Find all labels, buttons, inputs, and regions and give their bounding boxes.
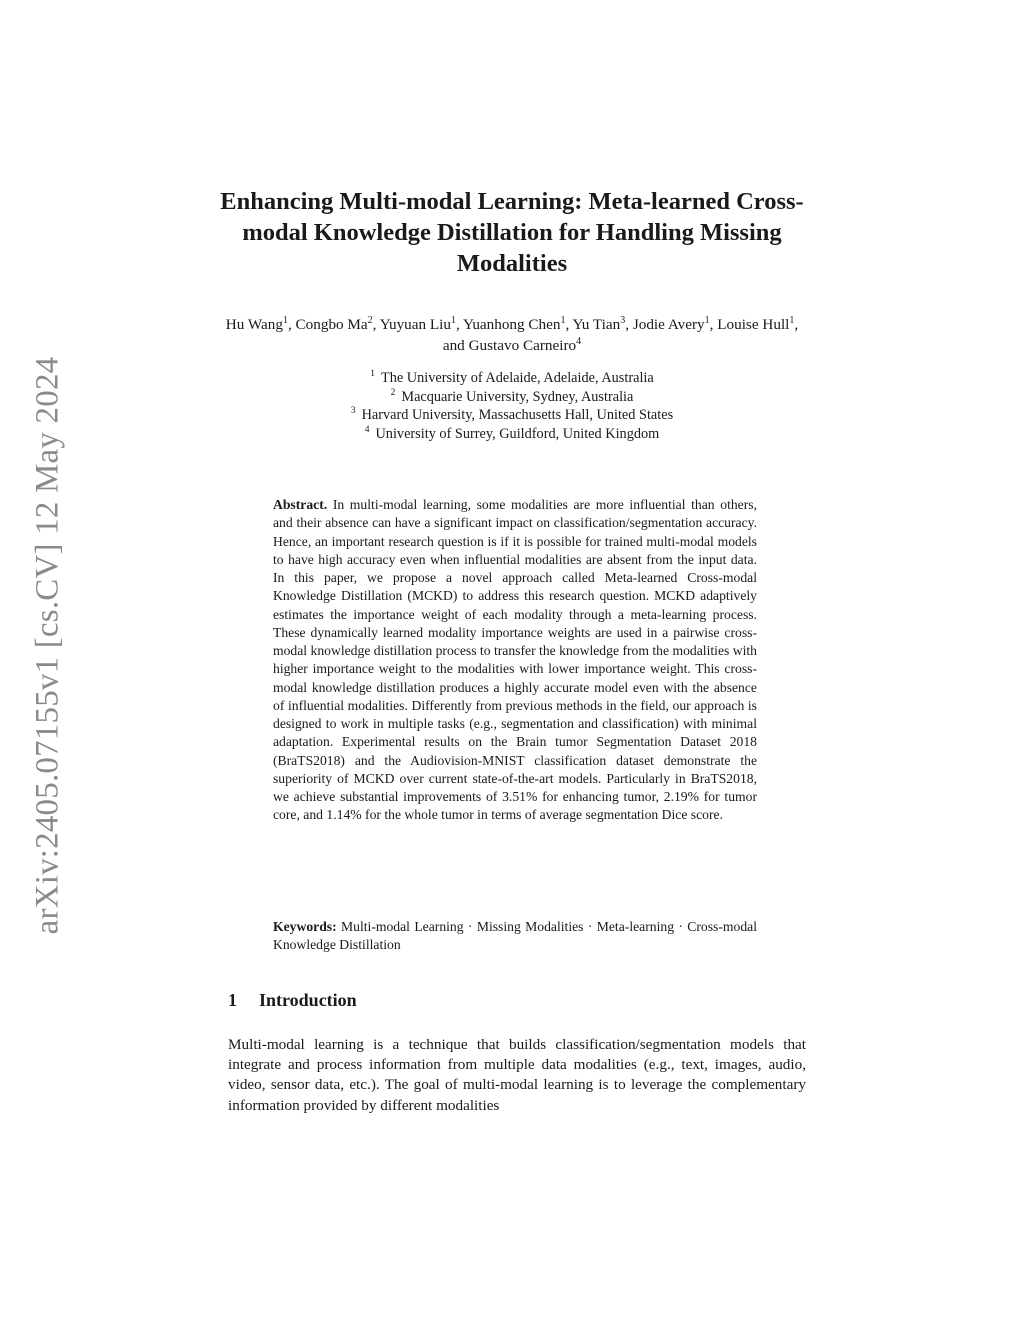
affiliation: $^4$ University of Surrey, Guildford, United Kingdom [364, 424, 660, 442]
author: Louise Hull$^1$ [717, 314, 795, 333]
keywords-text: Multi-modal Learning · Missing Modalities · Meta-learning · Cross-modal Knowledge Distillation [273, 919, 757, 953]
arxiv-side-stamp [26, 345, 70, 945]
intro-paragraph: Multi-modal learning is a technique that builds classification/segmentation models that integrate and process information from multiple data modalities (e.g., text, images, audio, video, sensor data, etc.). The goal of multi-modal learning is to leverage the complementary information provided by different modalities [228, 1036, 806, 1114]
paper-title: Enhancing Multi-modal Learning: Meta-learned Cross-modal Knowledge Distillation for Handling Missing Modalities [220, 188, 804, 277]
author: Yuyuan Liu$^1$ [379, 314, 456, 333]
abstract-label: Abstract. [273, 497, 328, 512]
author-list: Hu Wang$^1$, Congbo Ma$^2$, Yuyuan Liu$^1$, Yuanhong Chen$^1$, Yu Tian$^3$, Jodie Avery$^1$, Louise Hull$^1$, and Gustavo Carneiro$^4$ [225, 314, 799, 354]
affiliation: $^1$ The University of Adelaide, Adelaide, Australia [370, 369, 654, 386]
author: Gustavo Carneiro$^4$ [468, 335, 582, 354]
section-number: 1 [228, 990, 237, 1010]
author: Congbo Ma$^2$ [295, 314, 373, 333]
author: Hu Wang$^1$ [225, 314, 288, 333]
author-conjunction: and [442, 337, 465, 354]
section-heading [228, 988, 796, 1012]
keywords [273, 918, 757, 955]
author: Yu Tian$^3$ [572, 314, 626, 333]
affiliation-list [230, 369, 794, 443]
section-title: Introduction [259, 990, 357, 1010]
affiliation: $^2$ Macquarie University, Sydney, Australia [390, 387, 634, 405]
arxiv-identifier: arXiv:2405.07155v1 [cs.CV] 12 May 2024 [29, 356, 66, 934]
author: Yuanhong Chen$^1$ [463, 314, 566, 333]
abstract-text: In multi-modal learning, some modalities are more influential than others, and their absence can have a significant impact on classification/segmentation accuracy. Hence, an important research question is if it is possible for trained multi-modal models to have high accuracy even when influential modalities are absent from the input data. In this paper, we propose a novel approach called Meta-learned Cross-modal Knowledge Distillation (MCKD) to address this research question. MCKD adaptively estimates the importance weight of each modality through a meta-learning process. These dynamically learned modality importance weights are used in a pairwise cross-modal knowledge distillation process to transfer the knowledge from the modalities with higher importance weight to the modalities with lower importance weight. This cross-modal knowledge distillation produces a highly accurate model even with the absence of influential modalities. Differently from previous methods in the field, our approach is designed to work in multiple tasks (e.g., segmentation and classification) with minimal adaptation. Experimental results on the Brain tumor Segmentation Dataset 2018 (BraTS2018) and the Audiovision-MNIST classification dataset demonstrate the superiority of MCKD over current state-of-the-art models. Particularly in BraTS2018, we achieve substantial improvements of 3.51% for enhancing tumor, 2.19% for tumor core, and 1.14% for the whole tumor in terms of average segmentation Dice score. [273, 497, 757, 823]
keywords-label: Keywords: [273, 919, 337, 934]
author: Jodie Avery$^1$ [632, 314, 710, 333]
abstract [273, 496, 757, 825]
affiliation: $^3$ Harvard University, Massachusetts Hall, United States [350, 406, 674, 423]
